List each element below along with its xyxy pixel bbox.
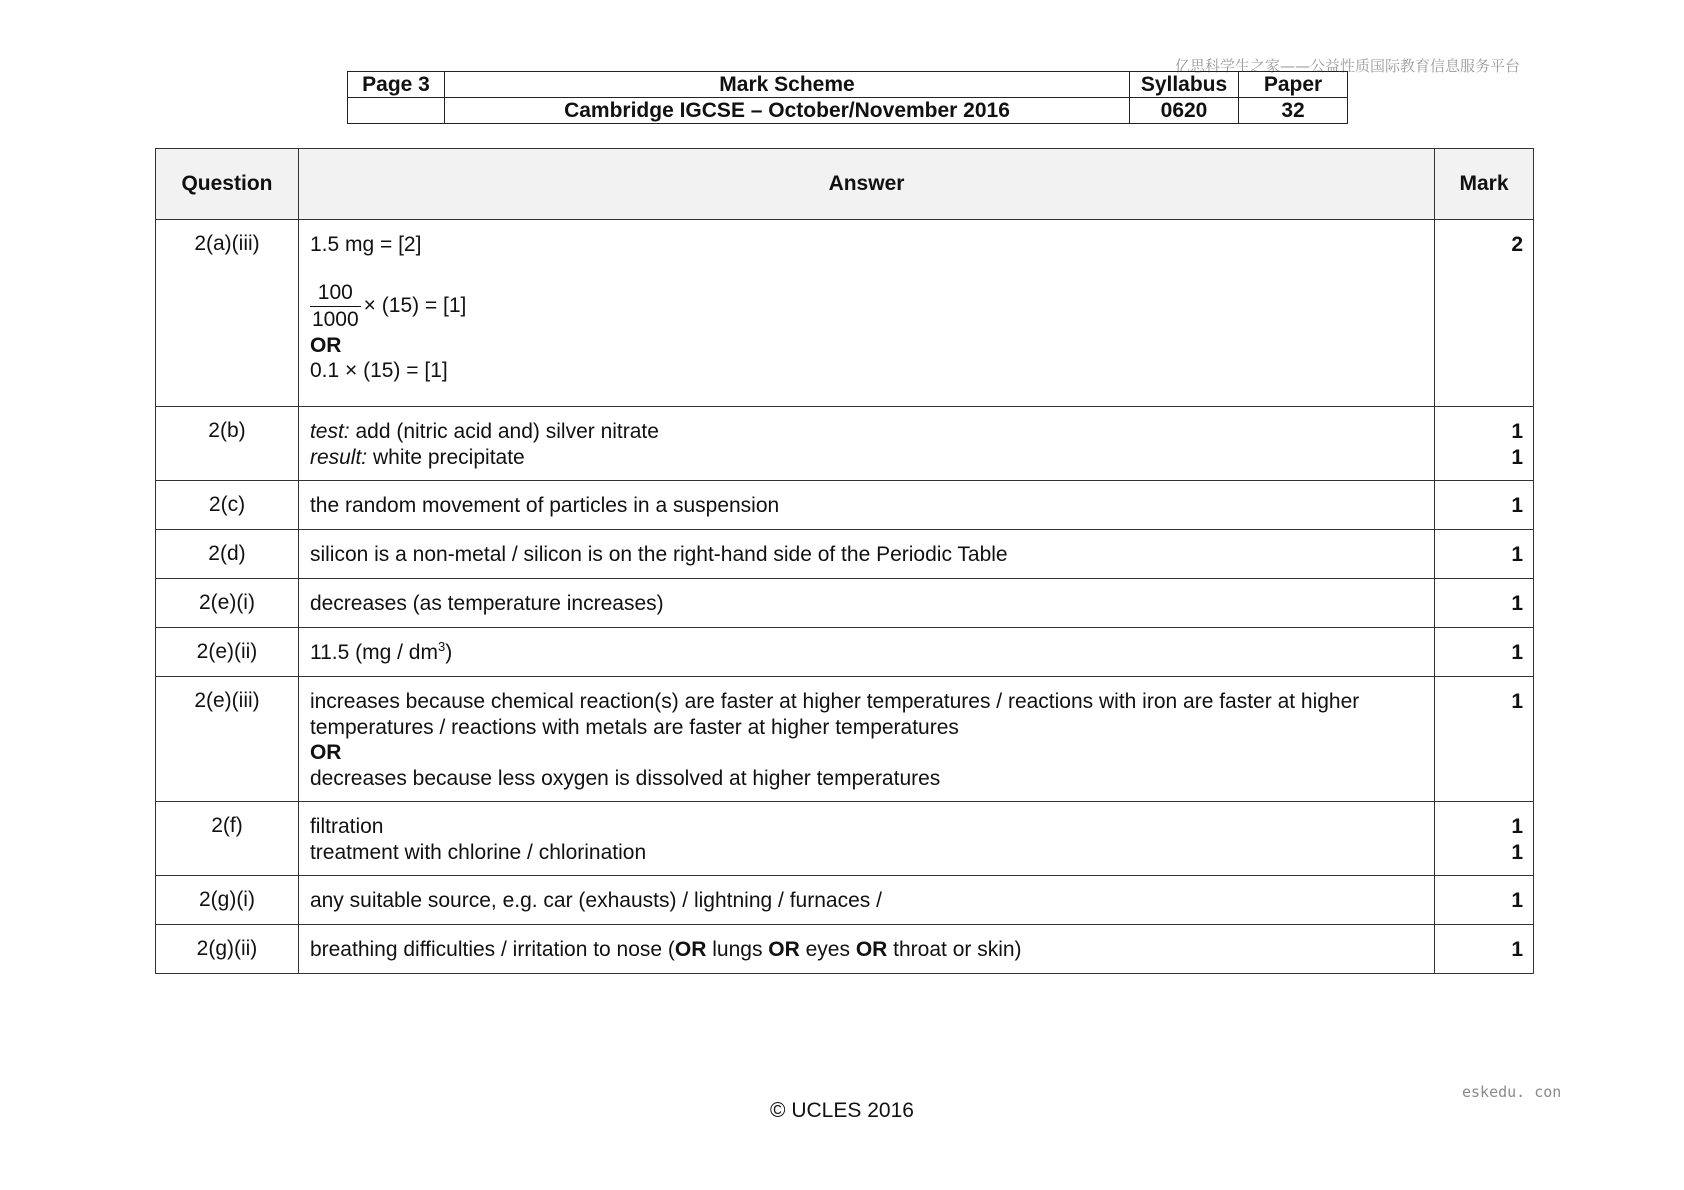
table-row	[156, 802, 1534, 876]
answer-cell	[298, 677, 1434, 802]
table-row	[156, 628, 1534, 677]
mark-cell: 1	[1435, 925, 1534, 974]
answer-text: breathing difficulties / irritation to nose (	[309, 938, 675, 961]
table-header-row	[156, 149, 1534, 220]
col-question-header: Question	[156, 149, 299, 220]
answer-line: filtration	[309, 815, 384, 838]
test-text: add (nitric acid and) silver nitrate	[349, 420, 659, 443]
question-cell: 2(f)	[156, 802, 299, 876]
answer-text: lungs	[706, 938, 769, 961]
question-cell: 2(e)(iii)	[156, 677, 299, 802]
mark-cell: 1	[1435, 481, 1534, 530]
header-subtitle: Cambridge IGCSE – October/November 2016	[445, 98, 1130, 124]
mark-cell: 1	[1435, 677, 1534, 802]
answer-cell	[298, 802, 1434, 876]
mark-cell: 1	[1435, 876, 1534, 925]
header-paper: 32	[1239, 98, 1348, 124]
question-cell: 2(e)(i)	[156, 579, 299, 628]
test-label: test:	[309, 420, 350, 443]
or-label: OR	[855, 938, 888, 961]
header-table	[347, 71, 1348, 124]
mark-cell: 2	[1435, 220, 1534, 407]
mark-cell: 1	[1435, 628, 1534, 677]
col-mark-header: Mark	[1435, 149, 1534, 220]
mark-scheme-table	[155, 148, 1534, 974]
header-paper-label: Paper	[1239, 72, 1348, 98]
table-row	[156, 220, 1534, 407]
header-title: Mark Scheme	[445, 72, 1130, 98]
question-cell: 2(g)(ii)	[156, 925, 299, 974]
answer-text: throat or skin)	[887, 938, 1022, 961]
table-row	[156, 481, 1534, 530]
mark-cell: 1	[1435, 530, 1534, 579]
mark-value: 1	[1511, 815, 1523, 838]
answer-cell: decreases (as temperature increases)	[298, 579, 1434, 628]
watermark-bottom: eskedu. con	[1462, 1083, 1562, 1101]
answer-line: increases because chemical reaction(s) are faster at higher temperatures / reactions with iron are faster at higher	[309, 690, 1360, 713]
result-label: result:	[309, 445, 368, 469]
header-syllabus: 0620	[1130, 98, 1239, 124]
or-label: OR	[674, 938, 707, 961]
answer-cell	[298, 407, 1434, 481]
answer-cell: the random movement of particles in a suspension	[298, 481, 1434, 530]
header-page: Page 3	[348, 72, 445, 98]
answer-text-end: )	[445, 641, 453, 664]
answer-cell	[298, 628, 1434, 677]
mark-value: 1	[1511, 840, 1523, 864]
answer-line: 0.1 × (15) = [1]	[309, 359, 448, 382]
answer-cell: silicon is a non-metal / silicon is on the right-hand side of the Periodic Table	[298, 530, 1434, 579]
header-empty-cell	[348, 98, 445, 124]
answer-cell: any suitable source, e.g. car (exhausts) / lightning / furnaces /	[298, 876, 1434, 925]
question-cell: 2(d)	[156, 530, 299, 579]
question-cell: 2(a)(iii)	[156, 220, 299, 407]
header-syllabus-label: Syllabus	[1130, 72, 1239, 98]
question-cell: 2(g)(i)	[156, 876, 299, 925]
answer-line: temperatures / reactions with metals are faster at higher temperatures	[309, 715, 959, 739]
answer-line: 1.5 mg = [2]	[309, 233, 422, 256]
question-cell: 2(e)(ii)	[156, 628, 299, 677]
or-label: OR	[309, 741, 342, 764]
mark-cell	[1435, 407, 1534, 481]
table-row	[156, 876, 1534, 925]
answer-text: eyes	[799, 938, 856, 961]
table-row	[156, 677, 1534, 802]
result-text: white precipitate	[367, 445, 525, 469]
answer-cell	[298, 925, 1434, 974]
or-label: OR	[768, 938, 800, 961]
fraction-line	[310, 280, 1424, 333]
fraction-rest: × (15) = [1]	[363, 293, 467, 317]
table-row	[156, 530, 1534, 579]
answer-text: 11.5 (mg / dm	[309, 641, 438, 664]
table-row	[156, 925, 1534, 974]
mark-cell: 1	[1435, 579, 1534, 628]
question-cell: 2(c)	[156, 481, 299, 530]
mark-cell	[1435, 802, 1534, 876]
or-label: OR	[309, 333, 342, 357]
answer-line: treatment with chlorine / chlorination	[309, 840, 647, 864]
fraction-numerator: 100	[310, 280, 361, 307]
superscript: 3	[437, 639, 446, 654]
table-row	[156, 407, 1534, 481]
copyright-footer: © UCLES 2016	[770, 1099, 914, 1122]
mark-value: 1	[1511, 420, 1523, 443]
fraction	[310, 280, 361, 333]
mark-value: 1	[1511, 445, 1523, 469]
col-answer-header: Answer	[298, 149, 1434, 220]
answer-line: decreases because less oxygen is dissolved at higher temperatures	[309, 766, 941, 790]
answer-cell	[298, 220, 1434, 407]
question-cell: 2(b)	[156, 407, 299, 481]
watermark-top: 亿思科学生之家——公益性质国际教育信息服务平台	[1175, 57, 1521, 75]
table-row	[156, 579, 1534, 628]
fraction-denominator: 1000	[311, 307, 359, 331]
